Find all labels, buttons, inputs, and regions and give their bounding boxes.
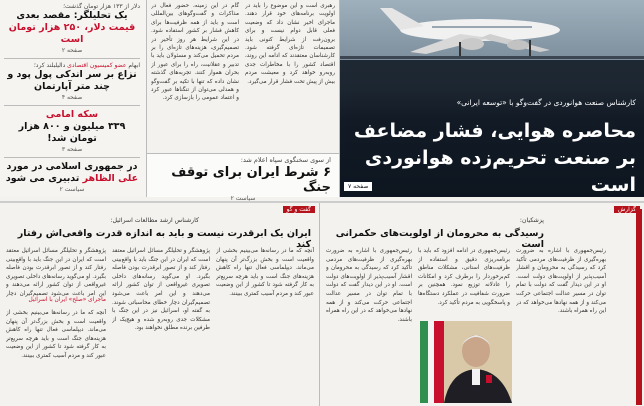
brief-coin[interactable] bbox=[4, 109, 140, 153]
hero-page-ref: صفحه ۷ bbox=[344, 182, 372, 191]
brief-dollar[interactable] bbox=[4, 3, 140, 54]
brief-policy[interactable] bbox=[4, 161, 140, 193]
brief-kicker-b: دالیلبلند کرد؛ bbox=[33, 62, 66, 69]
article-headline: رسیدگی به محرومان از اولویت‌های حکمرانی است bbox=[335, 228, 544, 250]
brief-page-ref: سیاست ۲ bbox=[59, 186, 85, 193]
article-text-left: گام در این زمینه، حضور فعال در مذاکرات و گفت‌وگوهای بین‌المللی است و باید از همه ظرفیت‌ها برای کاهش فشار بر کشور استفاده شود. در این شرایط هر روز تأخیر در تصمیم‌گیری، هزینه‌های تازه‌ای را بر مردم تحمیل می‌کند و مسئولان باید با تدبیر و عقلانیت، راه را برای عبور از بحران هموار کنند. تجربه‌های گذشته نشان داده که تنها با تکیه بر گفت‌وگو و همدلی می‌توان از تنگناها عبور کرد و اعتماد عمومی را بازسازی کرد. bbox=[151, 3, 239, 102]
section-tag: گفت و گو bbox=[283, 206, 315, 213]
accent-bar bbox=[636, 209, 642, 405]
article-kicker: پزشکیان: bbox=[519, 217, 544, 224]
article-body-col-1: رئیس‌جمهوری با اشاره به ضرورت بهره‌گیری از ظرفیت‌های مردمی تأکید کرد که رسیدگی به محرومان و اقشار آسیب‌پذیر از اولویت‌های دولت است. او در این دیدار گفت که دولت با تمام توان در مسیر عدالت اجتماعی حرکت می‌کند و از همه نهادها می‌خواهد که در این راه همراه باشند. bbox=[326, 248, 412, 323]
brief-page-ref: صفحه ۴ bbox=[61, 94, 83, 101]
divider bbox=[4, 105, 140, 106]
brief-kicker bbox=[4, 62, 140, 69]
hero-headline: محاصره هوایی، فشار مضاعف بر صنعت تحریم‌زده هوانوردی است bbox=[353, 120, 636, 196]
brief-kicker: دلار از ۱۳۳ هزار تومان گذشت؛ bbox=[63, 3, 140, 10]
brief-page-ref: صفحه ۲ bbox=[61, 47, 83, 54]
brief-page-ref: صفحه ۳ bbox=[61, 146, 83, 153]
brief-headline: در جمهوری اسلامی در مورد bbox=[6, 161, 138, 172]
hero-kicker: کارشناس صنعت هوانوردی در گفت‌وگو با «توسعه ایرانی» bbox=[456, 98, 636, 107]
story-headline: ۶ شرط ایران برای توقف جنگ bbox=[171, 165, 331, 195]
brief-headline: نزاع بر سر اندکی پول پود و چند متر آپارتمان bbox=[7, 69, 137, 92]
story-page-ref: سیاست ۲ bbox=[230, 195, 256, 202]
brief-kicker-a: ابهام bbox=[128, 62, 140, 69]
brief-dispute[interactable] bbox=[4, 62, 140, 101]
article-body-col-2: رئیس‌جمهوری در ادامه افزود که باید با برنامه‌ریزی دقیق و استفاده از ظرفیت‌های استانی، مشکلات مناطق کم‌برخوردار را برطرف کرد و امکانات را عادلانه توزیع نمود. همچنین بر ضرورت شفافیت در عملکرد دستگاه‌ها و پاسخگویی به مردم تأکید کرد. bbox=[418, 248, 510, 306]
article-text-right: رهبری است و این موضوع را باید در اولویت برنامه‌های خود قرار دهند. ماجرای اخیر نشان داد که وضعیت فعلی قابل دوام نیست و برای برون‌رفت از شرایط کنونی باید تصمیمات تازه‌ای گرفته شود. کارشناسان معتقدند که ادامه این روند، اقتصاد کشور را با مخاطرات جدی روبه‌رو خواهد کرد و معیشت مردم بیش از پیش تحت فشار قرار می‌گیرد. bbox=[245, 3, 335, 85]
middle-column bbox=[147, 0, 340, 202]
brief-headline-red: سکه امامی bbox=[45, 109, 99, 120]
section-tag: گزارش bbox=[614, 206, 640, 213]
article-body-col-1: پژوهشگر و تحلیلگر مسائل اسرائیل معتقد است که ایران در این جنگ باید با واقع‌بینی رفتار کند و از تصور ابرقدرت بودن فاصله بگیرد. او می‌گوید رسانه‌های داخلی تصویری غیرواقعی از توان کشور ارائه می‌دهند و این امر باعث می‌شود تصمیم‌گیران دچار bbox=[6, 248, 106, 297]
hero-story[interactable] bbox=[340, 0, 644, 197]
briefs-column bbox=[0, 0, 147, 197]
article-headline: ایران یک ابرقدرت نیست و باید به اندازه قدرت واقعی‌اش رفتار کند bbox=[17, 228, 311, 250]
brief-headline: ۳۳۹ میلیون و ۸۰۰ هزار تومان شد! bbox=[18, 121, 126, 144]
brief-headline-mixed bbox=[4, 173, 140, 185]
brief-headline: یک تحلیلگر: مقصد بعدی bbox=[16, 10, 128, 21]
article-subhead: ماجرای «صلح» ایران با اسرائیل bbox=[28, 297, 106, 303]
brief-kicker-highlight: عضو کمیسیون اقتصادی bbox=[67, 62, 127, 69]
brief-headline-red: علی الظاهر bbox=[82, 173, 139, 184]
interview-article[interactable] bbox=[0, 203, 320, 406]
article-body-col-3: آنچه که ما در رسانه‌ها می‌بینیم بخشی از واقعیت است و بخش بزرگ‌تر آن پنهان می‌ماند. دیپلماسی فعال تنها راه کاهش هزینه‌های جنگ است و باید هرچه سریع‌تر به کار گرفته شود تا کشور از این وضعیت عبور کند و مردم آسیب کمتری ببینند. bbox=[216, 248, 314, 297]
article-kicker: کارشناس ارشد مطالعات اسرائیل: bbox=[110, 217, 199, 224]
divider bbox=[4, 58, 140, 59]
divider bbox=[4, 157, 140, 158]
story-kicker: از سوی سخنگوی سپاه اعلام شد: bbox=[240, 156, 331, 164]
ceasefire-story[interactable] bbox=[147, 153, 339, 202]
president-portrait-photo bbox=[420, 321, 512, 403]
brief-headline-red: قیمت دلار، ۲۵۰ هزار تومان است bbox=[8, 22, 136, 45]
brief-headline-b: تدبیری می شود bbox=[5, 173, 80, 184]
article-body-col-1b: آنچه که ما در رسانه‌ها می‌بینیم بخشی از واقعیت است و بخش بزرگ‌تر آن پنهان می‌ماند. دیپلماسی فعال تنها راه کاهش هزینه‌های جنگ است و باید هرچه سریع‌تر به کار گرفته شود تا کشور از این وضعیت عبور کند و مردم آسیب کمتری ببینند. bbox=[6, 310, 106, 359]
article-body-col-2: پژوهشگر و تحلیلگر مسائل اسرائیل معتقد است که ایران در این جنگ باید با واقع‌بینی رفتار کند و از تصور ابرقدرت بودن فاصله بگیرد. او می‌گوید رسانه‌های داخلی تصویری غیرواقعی از توان کشور ارائه می‌دهند و این امر باعث می‌شود تصمیم‌گیران دچار خطای محاسباتی شوند. به گفته او، اسرائیل نیز در این جنگ با مشکلات جدی روبه‌رو شده و هیچ‌یک از طرفین برنده مطلق نخواهند بود. bbox=[112, 248, 210, 332]
article-body-col-3: رئیس‌جمهوری با اشاره به ضرورت بهره‌گیری از ظرفیت‌های مردمی تأکید کرد که رسیدگی به محرومان و اقشار آسیب‌پذیر از اولویت‌های دولت است. او در این دیدار گفت که دولت با تمام توان در مسیر عدالت اجتماعی حرکت می‌کند و از همه نهادها می‌خواهد که در این راه همراه باشند. bbox=[516, 248, 606, 315]
bottom-section bbox=[0, 201, 644, 406]
report-article[interactable] bbox=[320, 203, 644, 406]
